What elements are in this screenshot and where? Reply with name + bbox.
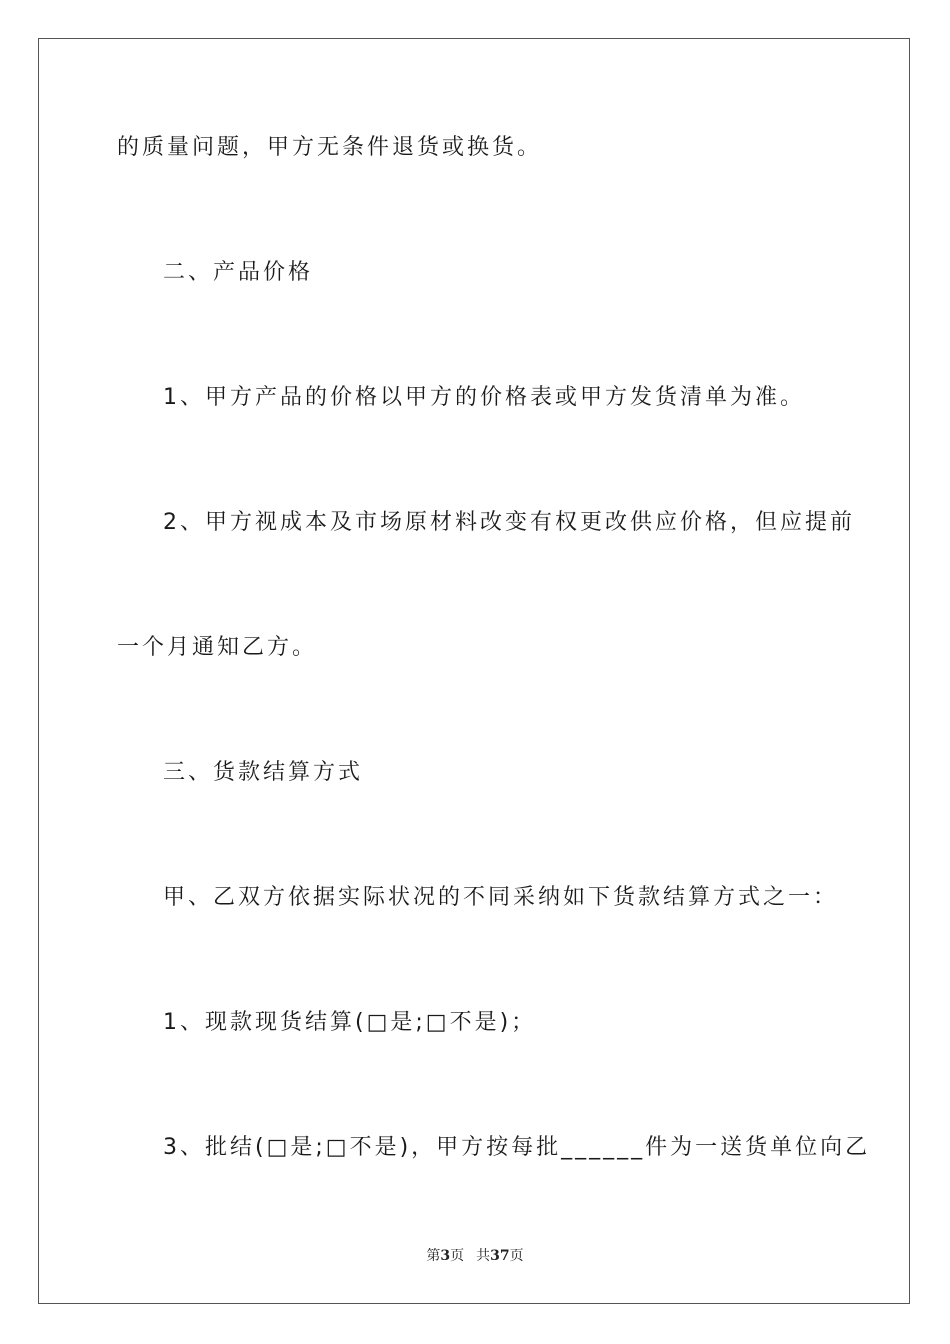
footer-total-pages: 37 xyxy=(490,1248,510,1264)
footer-total-suffix: 页 xyxy=(509,1248,524,1264)
text-line-7: 甲、乙双方依据实际状况的不同采纳如下货款结算方式之一： xyxy=(163,885,839,910)
text-line-1: 的质量问题，甲方无条件退货或换货。 xyxy=(117,135,543,160)
text-line-3: 1、甲方产品的价格以甲方的价格表或甲方发货清单为准。 xyxy=(163,385,805,410)
section-heading-price: 二、产品价格 xyxy=(163,260,314,285)
footer-page-prefix: 第 xyxy=(426,1248,441,1264)
section-heading-payment: 三、货款结算方式 xyxy=(163,760,364,785)
text-line-8: 1、现款现货结算(□是;□不是)； xyxy=(163,1010,537,1035)
text-line-4: 2、甲方视成本及市场原材料改变有权更改供应价格，但应提前 xyxy=(163,510,855,535)
page-border xyxy=(38,38,910,1304)
text-line-9: 3、批结(□是;□不是)，甲方按每批______件为一送货单位向乙 xyxy=(163,1135,871,1160)
page-footer xyxy=(0,1246,950,1266)
footer-total-prefix: 共 xyxy=(476,1248,491,1264)
footer-page-suffix: 页 xyxy=(450,1248,465,1264)
text-line-5: 一个月通知乙方。 xyxy=(117,635,318,660)
footer-page-number: 3 xyxy=(440,1248,451,1264)
